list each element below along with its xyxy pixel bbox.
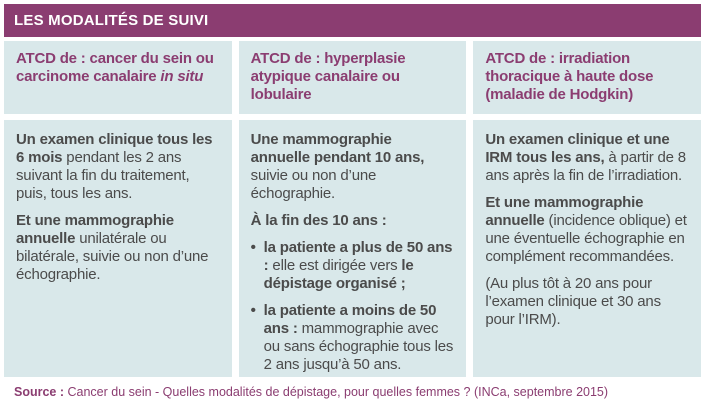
paragraph xyxy=(16,212,220,284)
bullet-item xyxy=(251,302,455,374)
paragraph xyxy=(485,275,689,329)
columns-grid xyxy=(4,41,701,377)
text-segment: la patiente a plus de 50 ans : xyxy=(263,239,453,274)
text-segment: elle est dirigée vers xyxy=(268,257,402,274)
column-body-2 xyxy=(239,120,467,377)
column-atcd-cancer-sein xyxy=(4,41,232,377)
bullet-icon: • xyxy=(250,239,256,256)
paragraph xyxy=(485,131,689,185)
paragraph xyxy=(251,212,455,230)
column-header-1 xyxy=(4,41,232,114)
text-segment: Une mammographie annuelle pendant 10 ans, xyxy=(250,131,425,166)
column-atcd-hyperplasie xyxy=(239,41,467,377)
text-segment: pendant les 2 ans suivant la fin du traitement, puis, tous les ans. xyxy=(16,149,190,202)
text-segment: le dépistage organisé ; xyxy=(263,257,414,292)
bullet-item xyxy=(251,239,455,293)
source-label: Source : xyxy=(14,385,65,399)
text-segment: Et une mammographie annuelle xyxy=(485,194,644,229)
text-segment: in situ xyxy=(160,68,204,85)
text-segment: ATCD de : irradiation thoracique à haute dose (maladie de Hodgkin) xyxy=(485,50,654,103)
source-note xyxy=(4,377,701,400)
column-body-1 xyxy=(4,120,232,377)
bullet-icon: • xyxy=(250,302,256,319)
column-atcd-irradiation xyxy=(473,41,701,377)
text-segment: mammographie avec ou sans échographie tous les 2 ans jusqu’à 50 ans. xyxy=(263,320,454,373)
column-body-3 xyxy=(473,120,701,377)
text-segment: à partir de 8 ans après la fin de l’irradiation. xyxy=(485,149,686,184)
paragraph xyxy=(251,131,455,203)
text-segment: ATCD de : hyperplasie atypique canalaire ou lobulaire xyxy=(250,50,406,103)
paragraph xyxy=(485,194,689,266)
text-segment: suivie ou non d’une échographie. xyxy=(250,167,377,202)
source-text: Cancer du sein - Quelles modalités de dépistage, pour quelles femmes ? (INCa, septembre 2015) xyxy=(64,385,609,399)
text-segment: la patiente a moins de 50 ans : xyxy=(263,302,437,337)
title-bar xyxy=(4,4,701,37)
page-title: LES MODALITÉS DE SUIVI xyxy=(14,12,209,29)
text-segment: Un examen clinique et une IRM tous les ans, xyxy=(485,131,670,166)
text-segment: unilatérale ou bilatérale, suivie ou non d’une échographie. xyxy=(16,230,209,283)
text-segment: Et une mammographie annuelle xyxy=(16,212,174,247)
text-segment: Un examen clinique tous les 6 mois xyxy=(16,131,213,166)
text-segment: (incidence oblique) et une éventuelle échographie en complément recommandées. xyxy=(485,212,687,265)
text-segment: À la fin des 10 ans : xyxy=(250,212,387,229)
column-header-3 xyxy=(473,41,701,114)
text-segment: ATCD de : cancer du sein ou carcinome canalaire xyxy=(16,50,214,85)
text-segment: (Au plus tôt à 20 ans pour l’examen clinique et 30 ans pour l’IRM). xyxy=(485,275,661,328)
column-header-2 xyxy=(239,41,467,114)
paragraph xyxy=(16,131,220,203)
